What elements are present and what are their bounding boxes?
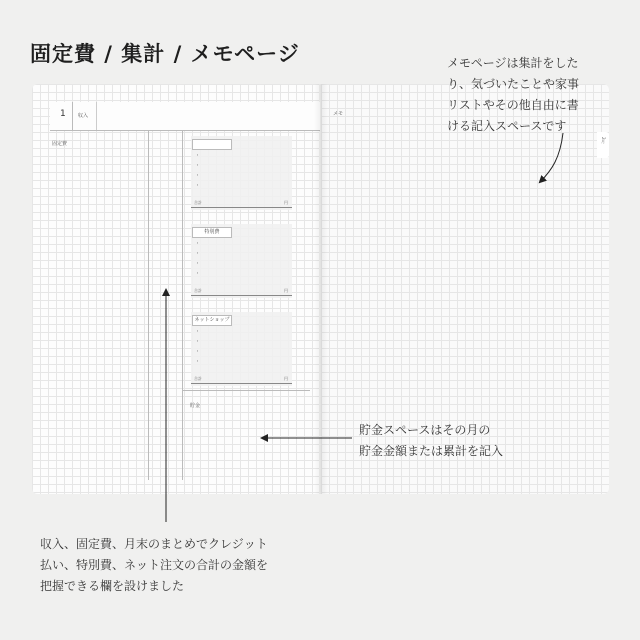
bullet: ・ (195, 359, 201, 365)
note-line: 収入、固定費、月末のまとめでクレジット (40, 537, 268, 551)
bullet: ・ (195, 153, 201, 159)
page-number: 1 (60, 109, 66, 119)
bullet: ・ (195, 163, 201, 169)
bullet: ・ (195, 173, 201, 179)
month-tab-label: 2月 (601, 137, 606, 144)
page-title: 固定費 / 集計 / メモページ (30, 42, 300, 66)
bullet: ・ (195, 339, 201, 345)
sum-label: 合計 (194, 200, 202, 205)
savings-note (359, 420, 503, 462)
note-line: り、気づいたことや家事 (447, 77, 580, 91)
section-title: 特別費 (192, 227, 232, 238)
note-line: 貯金スペースはその月の (359, 423, 491, 437)
note-line: メモページは集計をした (447, 56, 579, 70)
sum-label: 合計 (194, 288, 202, 293)
note-line: 払い、特別費、ネット注文の合計の金額を (40, 558, 269, 572)
memo-note (447, 53, 579, 137)
section-title: ネットショップ (192, 315, 232, 326)
fixed-cost-label: 固定費 (52, 141, 68, 147)
note-line: ける記入スペースです (447, 119, 567, 133)
yen-unit: 円 (284, 200, 288, 205)
yen-unit: 円 (284, 288, 288, 293)
bullet: ・ (195, 241, 201, 247)
bullet: ・ (195, 349, 201, 355)
bullet: ・ (195, 183, 201, 189)
note-line: 把握できる欄を設けました (40, 579, 185, 593)
income-label: 収入 (78, 113, 89, 119)
bullet: ・ (195, 271, 201, 277)
memo-arrow (540, 133, 563, 182)
bullet: ・ (195, 329, 201, 335)
bullet: ・ (195, 261, 201, 267)
note-line: 貯金金額または累計を記入 (359, 444, 504, 458)
memo-label: メモ (333, 111, 344, 117)
bottom-note (40, 534, 268, 597)
savings-label: 貯金 (190, 403, 201, 409)
yen-unit: 円 (284, 376, 288, 381)
bullet: ・ (195, 251, 201, 257)
note-line: リストやその他自由に書 (447, 98, 579, 112)
sum-label: 合計 (194, 376, 202, 381)
